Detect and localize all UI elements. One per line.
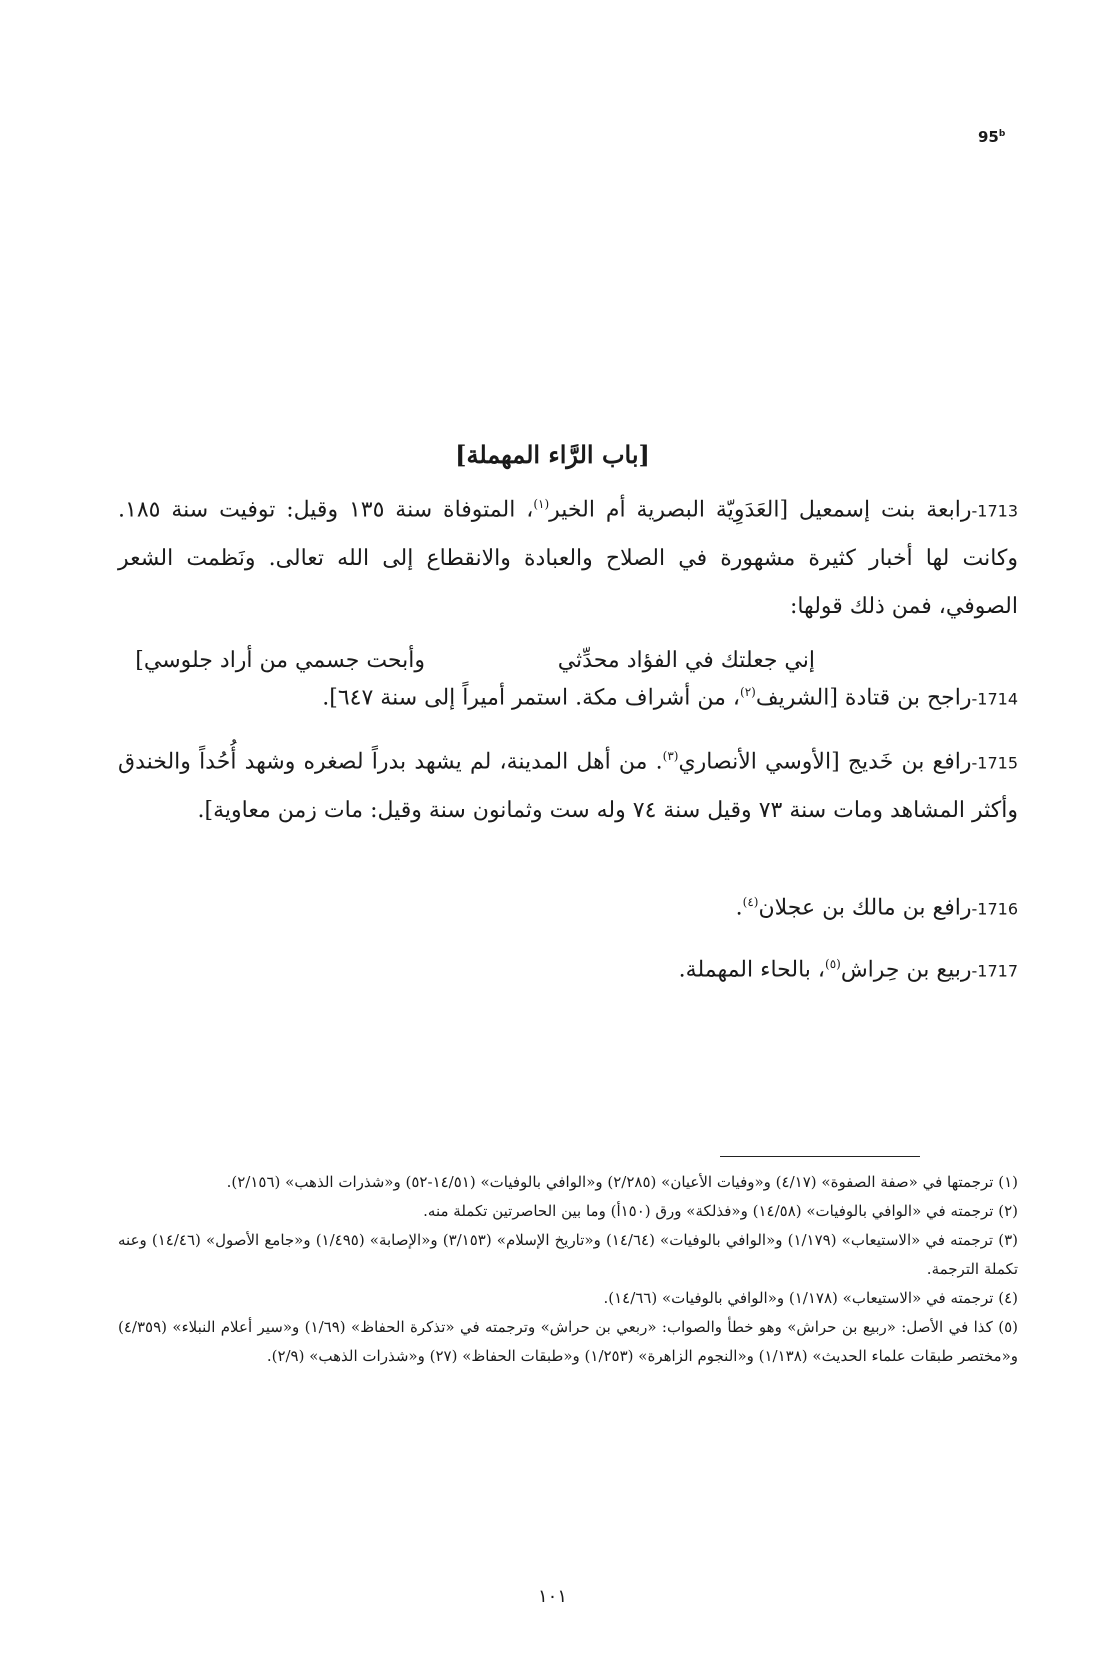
entry-text: رابعة بنت إسمعيل [العَدَوِيّة البصرية أم الخير	[549, 497, 972, 523]
footnote-ref: (٣)	[662, 749, 679, 763]
footnote-ref: (١)	[533, 497, 550, 511]
entry-1717	[118, 940, 1018, 995]
section-heading: [باب الرَّاء المهملة]	[455, 440, 650, 469]
page-number: ١٠١	[537, 1586, 567, 1607]
verse-first-hemistich: إني جعلتك في الفؤاد محدِّثي	[557, 648, 815, 673]
entry-text: رافع بن مالك بن عجلان	[758, 895, 972, 921]
entry-1714	[118, 668, 1018, 723]
footnote-ref: (٥)	[825, 957, 841, 971]
footnote-2: (٢) ترجمته في «الوافي بالوفيات» (١٤/٥٨) و«فذلكة» ورق (١٥٠أ) وما بين الحاصرتين تكملة منه.	[423, 1202, 1018, 1220]
verse-second-hemistich: وأبحت جسمي من أراد جلوسي]	[135, 648, 425, 673]
entry-1713	[118, 480, 1018, 631]
entry-text: ربيع بن حِراش	[840, 957, 972, 983]
footnote-ref: (٢)	[740, 685, 756, 699]
entry-number: 1713-	[971, 501, 1018, 521]
footnotes	[118, 1168, 1018, 1371]
footnote-1: (١) ترجمتها في «صفة الصفوة» (٤/١٧) و«وفيات الأعيان» (٢/٢٨٥) و«الوافي بالوفيات» (١٤/٥١-٥٢) و«شذرات الذهب» (٢/١٥٦).	[226, 1173, 1018, 1191]
entry-text: رافع بن خَديج [الأوسي الأنصاري	[678, 749, 972, 775]
entry-text-cont: ، المتوفاة سنة ١٣٥ وقيل: توفيت سنة ١٨٥. وكانت لها أخبار كثيرة مشهورة في الصلاح والعبادة والانقطاع إلى الله تعالى. ونَظمت الشعر الصوفي، فمن ذلك قولها:	[118, 497, 1018, 620]
footnote-3: (٣) ترجمته في «الاستيعاب» (١/١٧٩) و«الوافي بالوفيات» (١٤/٦٤) و«تاريخ الإسلام» (٣/١٥٣) و«الإصابة» (١/٤٩٥) و«جامع الأصول» (١٤/٤٦) وعنه تكملة الترجمة.	[118, 1231, 1018, 1278]
folio-suffix: b	[998, 129, 1006, 139]
footnote-5: (٥) كذا في الأصل: «ربيع بن حراش» وهو خطأ والصواب: «ربعي بن حراش» وترجمته في «تذكرة الحفاظ» (١/٦٩) و«سير أعلام النبلاء» (٤/٣٥٩) و«مختصر طبقات علماء الحديث» (١/١٣٨) و«النجوم الزاهرة» (١/٢٥٣) و«طبقات الحفاظ» (٢٧) و«شذرات الذهب» (٢/٩).	[118, 1318, 1018, 1365]
entry-number: 1715-	[971, 753, 1018, 773]
entry-text-cont: . من أهل المدينة، لم يشهد بدراً لصغره وشهد أُحُداً والخندق وأكثر المشاهد ومات سنة ٧٣ وقيل سنة ٧٤ وله ست وثمانون سنة وقيل: مات زمن معاوية].	[118, 749, 1018, 824]
entry-1716	[118, 878, 1018, 933]
folio-number: 95	[978, 128, 999, 146]
entry-text-cont: .	[735, 895, 743, 921]
folio-mark	[978, 128, 1005, 146]
entry-number: 1714-	[971, 689, 1018, 709]
entry-text-cont: ، من أشراف مكة. استمر أميراً إلى سنة ٦٤٧].	[322, 685, 741, 711]
entry-number: 1717-	[971, 961, 1018, 981]
footnote-ref: (٤)	[742, 895, 759, 909]
entry-number: 1716-	[971, 899, 1018, 919]
entry-text: راجح بن قتادة [الشريف	[755, 685, 972, 711]
footnote-4: (٤) ترجمته في «الاستيعاب» (١/١٧٨) و«الوافي بالوفيات» (١٤/٦٦).	[603, 1289, 1018, 1307]
footnote-rule	[720, 1156, 920, 1157]
entry-text-cont: ، بالحاء المهملة.	[678, 957, 825, 983]
entry-1715	[118, 732, 1018, 835]
